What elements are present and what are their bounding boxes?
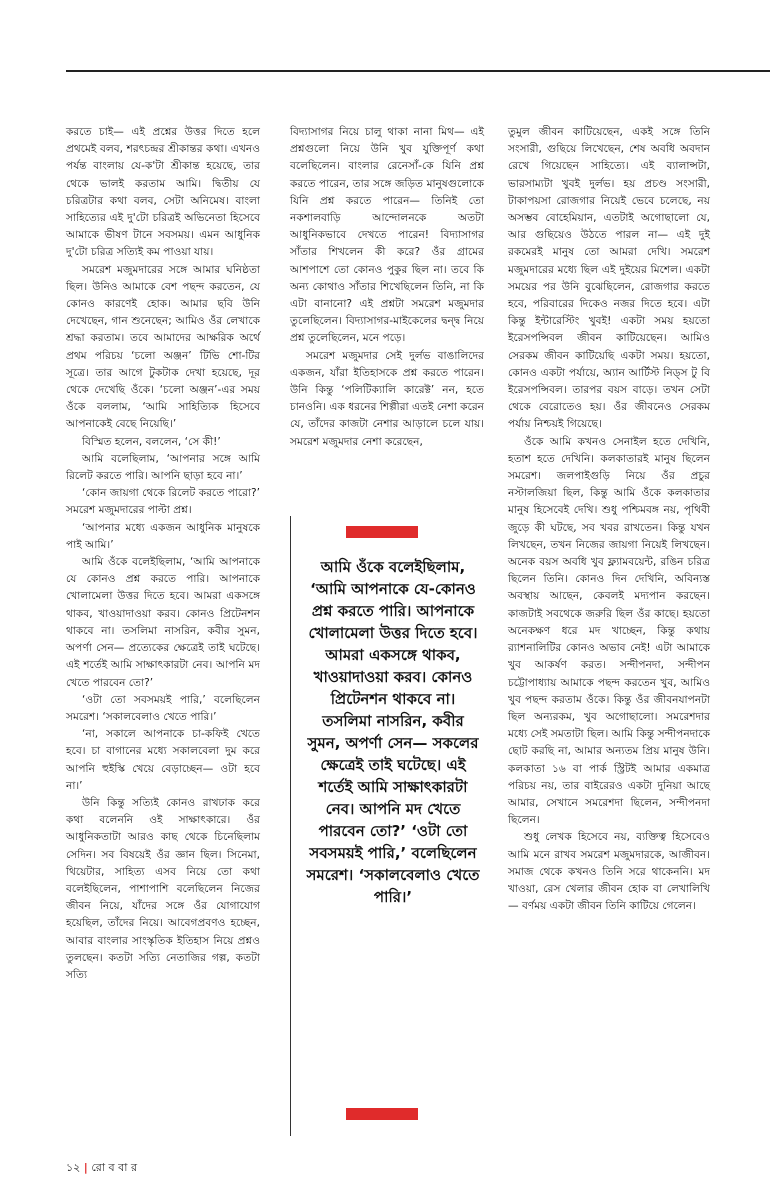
article-column-1 [66,124,260,984]
top-rule [66,70,770,72]
paragraph: সমরেশ মজুমদারের সঙ্গে আমার ঘনিষ্ঠতা ছিল। উনিও আমাকে বেশ পছন্দ করতেন, যে কোনও কারণেই হোক। আমার ছবি উনি দেখেছেন, গান শুনেছেন; আমিও ওঁর লেখাকে শ্রদ্ধা করতাম। তবে আমাদের আক্ষরিক অর্থে প্রথম পরিচয় ‘চলো অঞ্জন’ টিভি শো-টির সূত্রে। তার আগে টুকটাক দেখা হয়েছে, দূর থেকে দেখেছি ওঁকে। ‘চলো অঞ্জন’-এর সময় ওঁকে বললাম, ‘আমি সাহিত্যিক হিসেবে আপনাকেই বেছে নিয়েছি।’ [66,263,260,431]
paragraph: শুধু লেখক হিসেবে নয়, ব্যক্তিত্ব হিসেবেও আমি মনে রাখব সমরেশ মজুমদারকে, আজীবন। সমাজ থেকে কখনও তিনি সরে থাকেননি। মদ খাওয়া, রেস খেলার জীবন হোক বা লেখালিখি— বর্ণময় একটা জীবন তিনি কাটিয়ে গেলেন। [508,831,710,913]
paragraph: বিদ্যাসাগর নিয়ে চালু থাকা নানা মিথ— এই প্রশ্নগুলো নিয়ে উনি খুব যুক্তিপূর্ণ কথা বলেছিলেন। বাংলার রেনেসাঁ-কে যিনি প্রশ্ন করতে পারেন, তার সঙ্গে জড়িত মানুষগুলোকে যিনি প্রশ্ন করতে পারেন— তিনিই তো নকশালবাড়ি আন্দোলনকে অতটা আধুনিকভাবে দেখতে পারেন! বিদ্যাসাগর সাঁতার শিখলেন কী করে? ওঁর গ্রামের আশপাশে তো কোনও পুকুর ছিল না। তবে কি অন্য কোথাও সাঁতার শিখেছিলেন তিনি, না কি এটা বানানো? এই প্রশ্নটা সমরেশ মজুমদার তুলেছিলেন। বিদ্যাসাগর-মাইকেলের দ্বন্দ্ব নিয়ে প্রশ্ন তুলেছিলেন, মনে পড়ে। [290,126,484,345]
pull-quote-top-bar [346,526,418,538]
footer-separator: | [83,1161,88,1174]
article-column-4 [508,124,710,915]
paragraph: বিস্মিত হলেন, বললেন, ‘সে কী!’ [82,435,221,448]
paragraph: ‘কোন জায়গা থেকে রিলেট করতে পারো?’ সমরেশ মজুমদারের পাল্টা প্রশ্ন। [66,487,260,517]
paragraph: উনি কিন্তু সত্যিই কোনও রাখঢাক করে কথা বলেননি ওই সাক্ষাৎকারে। ওঁর আধুনিকতাটা আরও কাছ থেকে চিনেছিলাম সেদিন। সব বিষয়েই ওঁর জ্ঞান ছিল। সিনেমা, থিয়েটার, সাহিত্য এসব নিয়ে তো কথা বলেইছিলেন, পাশাপাশি বলেছিলেন নিজের জীবন নিয়ে, যাঁদের সঙ্গে ওঁর যোগাযোগ হয়েছিল, তাঁদের নিয়ে। আবেগপ্রবণও হচ্ছেন, আবার বাংলার সাংস্কৃতিক ইতিহাস নিয়ে প্রশ্নও তুলছেন। কতটা সত্যি নেতাজির গল্প, কতটা সত্যি [66,796,260,981]
paragraph: আমি ওঁকে বলেইছিলাম, ‘আমি আপনাকে যে কোনও প্রশ্ন করতে পারি। আপনাকে খোলামেলা উত্তর দিতে হবে। আমরা একসঙ্গে থাকব, খাওয়াদাওয়া করব। কোনও প্রিটেনশন থাকবে না। তসলিমা নাসরিন, কবীর সুমন, অপর্ণা সেন— প্রত্যেকের ক্ষেত্রেই তাই ঘটেছে। এই শর্তেই আমি সাক্ষাৎকারটা নেব। আপনি মদ খেতে পারবেন তো?’ [66,556,260,689]
magazine-name: রো ব বা র [91,1161,138,1174]
page-footer [66,1159,137,1178]
article-column-2 [290,124,484,451]
page-number: ১২ [66,1161,81,1174]
pull-quote-divider [290,516,291,1136]
paragraph: করতে চাই— এই প্রশ্নের উত্তর দিতে হলে প্রথমেই বলব, শরৎচন্দ্রর শ্রীকান্তর কথা। এখনও পর্যন্ত বাংলায় যে-ক'টা শ্রীকান্ত হয়েছে, তার থেকে ভালই করতাম আমি। দ্বিতীয় যে চরিত্রটার কথা বলব, সেটা অনিমেষ। বাংলা সাহিত্যের এই দু'টো চরিত্রই অভিনেতা হিসেবে আমাকে ভীষণ টানে সবসময়। এমন আধুনিক দু'টো চরিত্র সত্যিই কম পাওয়া যায়। [66,126,260,259]
paragraph: তুমুল জীবন কাটিয়েছেন, একই সঙ্গে তিনি সংসারী, গুছিয়ে লিখেছেন, শেষ অবধি অবদান রেখে গিয়েছেন সাহিত্যে। এই ব্যালান্সটা, ভারসাম্যটা খুবই দুর্লভ। হয় প্রচণ্ড সংসারী, টাকাপয়সা রোজগার নিয়েই ভেবে চলেছে, নয় অসম্ভব বোহেমিয়ান, এতটাই অগোছালো যে, আর গুছিয়েও উঠতে পারল না— এই দুই রকমেরই মানুষ তো আমরা দেখি। সমরেশ মজুমদারের মধ্যে ছিল এই দুইয়ের মিশেল। একটা সময়ের পর উনি বুঝেছিলেন, রোজগার করতে হবে, পরিবারের দিকেও নজর দিতে হবে। এটা কিন্তু ইন্টারেস্টিং খুবই! একটা সময় হয়তো ইরেসপন্সিবল জীবন কাটিয়েছেন। আমিও সেরকম জীবন কাটিয়েছি একটা সময়। হয়তো, কোনও একটা পর্যায়ে, অ্যান আর্টিস্ট নিড্‌স টু বি ইরেসপন্সিবল। তারপর বয়স বাড়ে। তখন সেটা থেকে বেরোতেও হয়। ওঁর জীবনেও সেরকম পর্যায় নিশ্চয়ই গিয়েছে। [508,126,710,431]
pull-quote-box [290,516,484,1136]
paragraph: ওঁকে আমি কখনও সেনাইল হতে দেখিনি, হতাশ হতে দেখিনি। কলকাতারই মানুষ ছিলেন সমরেশ। জলপাইগুড়ি নিয়ে ওঁর প্রচুর নস্টালজিয়া ছিল, কিন্তু আমি ওঁকে কলকাতার মানুষ হিসেবেই দেখি। শুধু পশ্চিমবঙ্গ নয়, পৃথিবী জুড়ে কী ঘটছে, সব খবর রাখতেন। কিন্তু যখন লিখছেন, তখন নিজের জায়গা নিয়েই লিখছেন। অনেক বয়স অবধি খুব ফ্ল্যামবয়েন্ট, রঙিন চরিত্র ছিলেন তিনি। কোনও দিন দেখিনি, অবিন্যস্ত অবস্থায় আছেন, কেবলই মদ্যপান করছেন। কাজটাই সবথেকে জরুরি ছিল ওঁর কাছে। হয়তো অনেকক্ষণ ধরে মদ খাচ্ছেন, কিন্তু কথায় র‌্যাশনালিটির কোনও অভাব নেই! এটা আমাকে খুব আকর্ষণ করত। সন্দীপনদা, সন্দীপন চট্টোপাধ্যায় আমাকে পছন্দ করতেন খুব, আমিও খুব পছন্দ করতাম ওঁকে। কিন্তু ওঁর জীবনযাপনটা ছিল অন্যরকম, খুব অগোছালো। সমরেশদার মধ্যে সেই সমতাটা ছিল। আমি কিন্তু সন্দীপনদাকে ছোট করছি না, আমার অন্যতম প্রিয় মানুষ উনি। কলকাতা ১৬ বা পার্ক স্ট্রিটই আমার একমাত্র পরিচয় নয়, তার বাইরেরও একটা দুনিয়া আছে আমার, সেখানে সমরেশদা ছিলেন, সন্দীপনদা ছিলেন। [508,435,710,827]
paragraph: আমি বলেছিলাম, ‘আপনার সঙ্গে আমি রিলেট করতে পারি। আপনি ছাড়া হবে না।’ [66,452,260,483]
pull-quote-text: আমি ওঁকে বলেইছিলাম, ‘আমি আপনাকে যে-কোনও প্রশ্ন করতে পারি। আপনাকে খোলামেলা উত্তর দিতে হবে। আমরা একসঙ্গে থাকব, খাওয়াদাওয়া করব। কোনও প্রিটেনশন থাকবে না। তসলিমা নাসরিন, কবীর সুমন, অপর্ণা সেন— সকলের ক্ষেত্রেই তাই ঘটেছে। এই শর্তেই আমি সাক্ষাৎকারটা নেব। আপনি মদ খেতে পারবেন তো?’ ‘ওটা তো সবসময়ই পারি,’ বলেছিলেন সমরেশ। ‘সকালবেলাও খেতে পারি।’ [306,558,480,906]
paragraph: সমরেশ মজুমদার সেই দুর্লভ বাঙালিদের একজন, যাঁরা ইতিহাসকে প্রশ্ন করতে পারেন। উনি কিন্তু ‘পলিটিক্যালি কারেক্ট’ নন, হতে চানওনি। এক ধরনের শিল্পীরা এতই নেশা করেন যে, তাঁদের কাজটা নেশার আড়ালে চলে যায়। সমরেশ মজুমদার নেশা করেছেন, [290,349,484,448]
paragraph: ‘ওটা তো সবসময়ই পারি,’ বলেছিলেন সমরেশ। ‘সকালবেলাও খেতে পারি।’ [66,693,260,723]
paragraph: ‘আপনার মধ্যে একজন আধুনিক মানুষকে পাই আমি।’ [66,521,260,551]
paragraph: ‘না, সকালে আপনাকে চা-কফিই খেতে হবে। চা বাগানের মধ্যে সকালবেলা দুম করে আপনি হুইস্কি খেয়ে বেড়াচ্ছেন— ওটা হবে না।’ [66,728,260,792]
pull-quote-bottom-bar [346,1108,418,1120]
